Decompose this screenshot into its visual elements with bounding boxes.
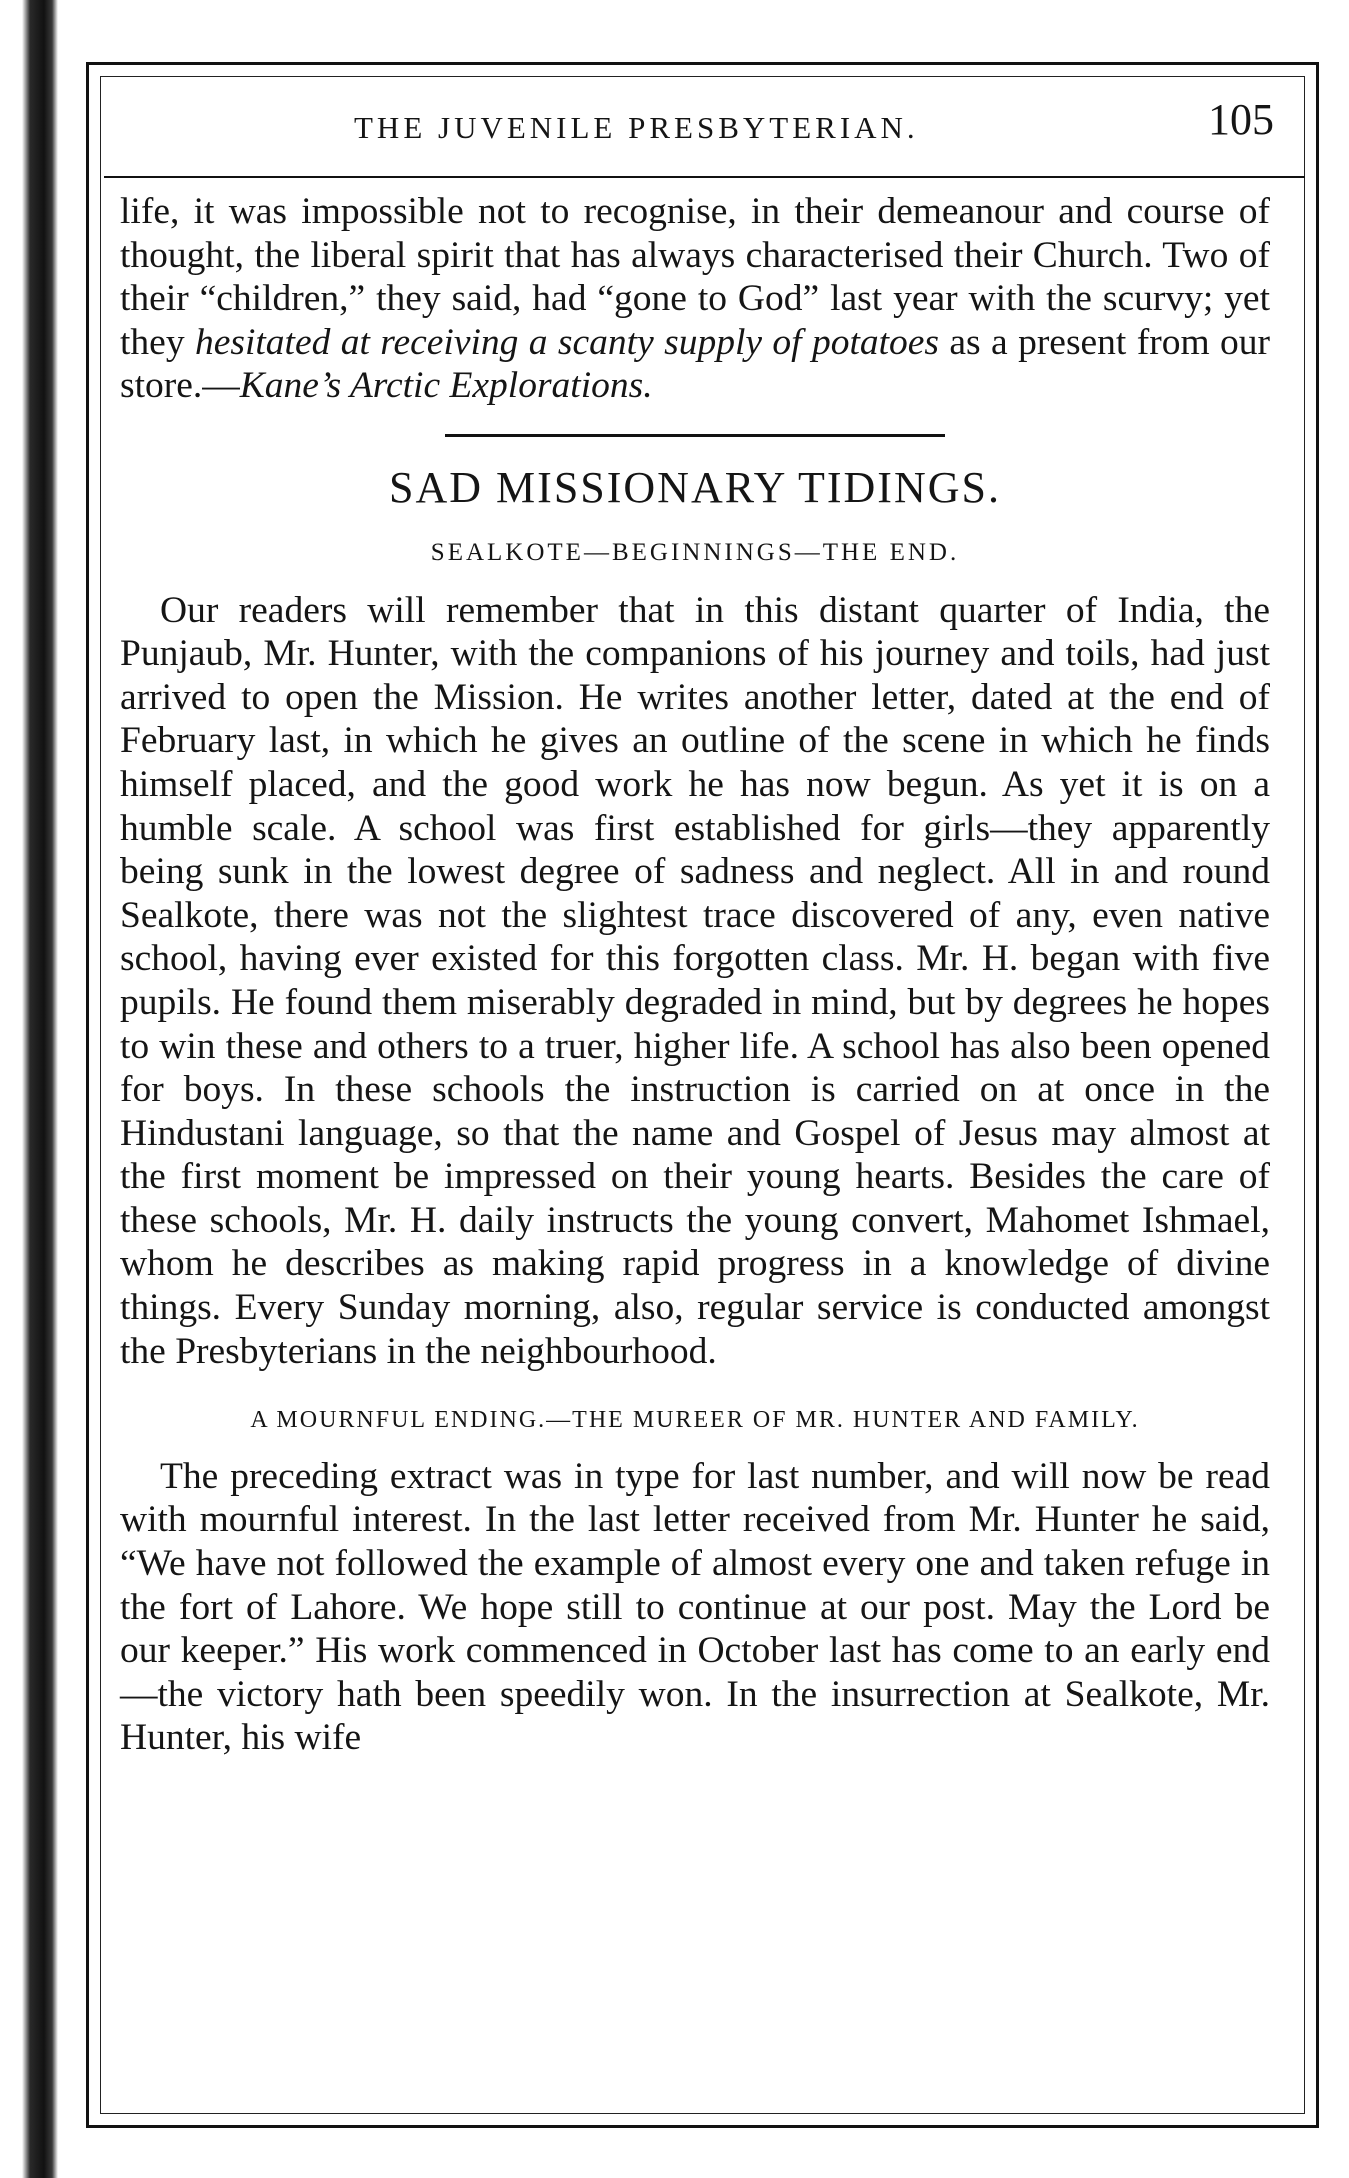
section-divider xyxy=(445,434,945,437)
article-subtitle: SEALKOTE—BEGINNINGS—THE END. xyxy=(430,538,960,566)
header-rule xyxy=(104,176,1305,178)
book-binding-shadow xyxy=(0,0,58,2178)
italic-phrase: hesitated at receiving a scanty supply of potatoes xyxy=(194,321,940,363)
section-heading: A MOURNFUL ENDING.—THE MUREER OF MR. HUNTER AND FAMILY. xyxy=(250,1407,1140,1434)
article-paragraph: Our readers will remember that in this distant quarter of India, the Punjaub, Mr. Hunter, with the companions of his journey and toils, had just arrived to open the Mission. He writes another letter, dated at the end of February last, in which he gives an outline of the scene in which he finds himself placed, and the good work he has now begun. As yet it is on a humble scale. A school was first established for girls—they apparently being sunk in the lowest degree of sadness and neglect. All in and round Sealkote, there was not the slightest trace discovered of any, even native school, having ever existed for this forgotten class. Mr. H. began with five pupils. He found them miserably degraded in mind, but by degrees he hopes to win these and others to a truer, higher life. A school has also been opened for boys. In these schools the instruction is carried on at once in the Hindustani language, so that the name and Gospel of Jesus may almost at the first moment be impressed on their young hearts. Besides the care of these schools, Mr. H. daily instructs the young convert, Mahomet Ishmael, whom he describes as making rapid progress in a knowledge of divine things. Every Sunday morning, also, regular service is conducted amongst the Presbyterians in the neighbourhood. xyxy=(120,589,1270,1372)
page-header xyxy=(104,86,1274,178)
running-title: THE JUVENILE PRESBYTERIAN. xyxy=(354,110,919,145)
continued-paragraph xyxy=(120,190,1270,408)
continued-text: life, it was impossible not to recognise, in their demeanour and course of thought, the liberal spirit that has always characterised their Church. Two of their “children,” they said, had “gone to God” last year with the scurvy; yet they xyxy=(120,191,1270,363)
article-title: SAD MISSIONARY TIDINGS. xyxy=(389,462,1001,512)
source-citation: Kane’s Arctic Explorations. xyxy=(239,365,653,407)
page-number: 105 xyxy=(1208,95,1274,144)
page-content xyxy=(120,190,1270,1760)
continued-text-end: as a present from our store.— xyxy=(120,321,1271,407)
closing-paragraph: The preceding extract was in type for last number, and will now be read with mournful interest. In the last letter received from Mr. Hunter he said, “We have not followed the example of almost every one and taken refuge in the fort of Lahore. We hope still to continue at our post. May the Lord be our keeper.” His work commenced in October last has come to an early end—the victory hath been speedily won. In the insurrection at Sealkote, Mr. Hunter, his wife xyxy=(120,1455,1270,1759)
